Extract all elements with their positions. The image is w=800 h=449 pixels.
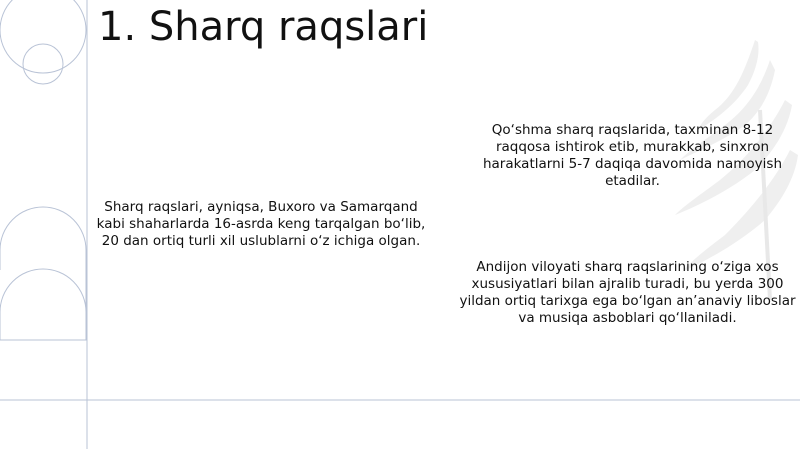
slide-title: 1. Sharq raqslari bbox=[98, 4, 429, 50]
right-top-paragraph: Qo‘shma sharq raqslarida, taxminan 8-12 raqqosa ishtirok etib, murakkab, sinxron harakatlarni 5-7 daqiqa davomida namoyish etadilar. bbox=[482, 122, 783, 189]
right-bottom-paragraph: Andijon viloyati sharq raqslarining o‘ziga xos xususiyatlari bilan ajralib turadi, bu yerda 300 yildan ortiq tarixga ega bo‘lgan an’anaviy liboslar va musiqa asboblari qo‘llaniladi. bbox=[459, 259, 796, 326]
left-paragraph: Sharq raqslari, ayniqsa, Buxoro va Samarqand kabi shaharlarda 16-asrda keng tarqalgan bo‘lib, 20 dan ortiq turli xil uslublarni o‘z ichiga olgan. bbox=[96, 199, 426, 249]
